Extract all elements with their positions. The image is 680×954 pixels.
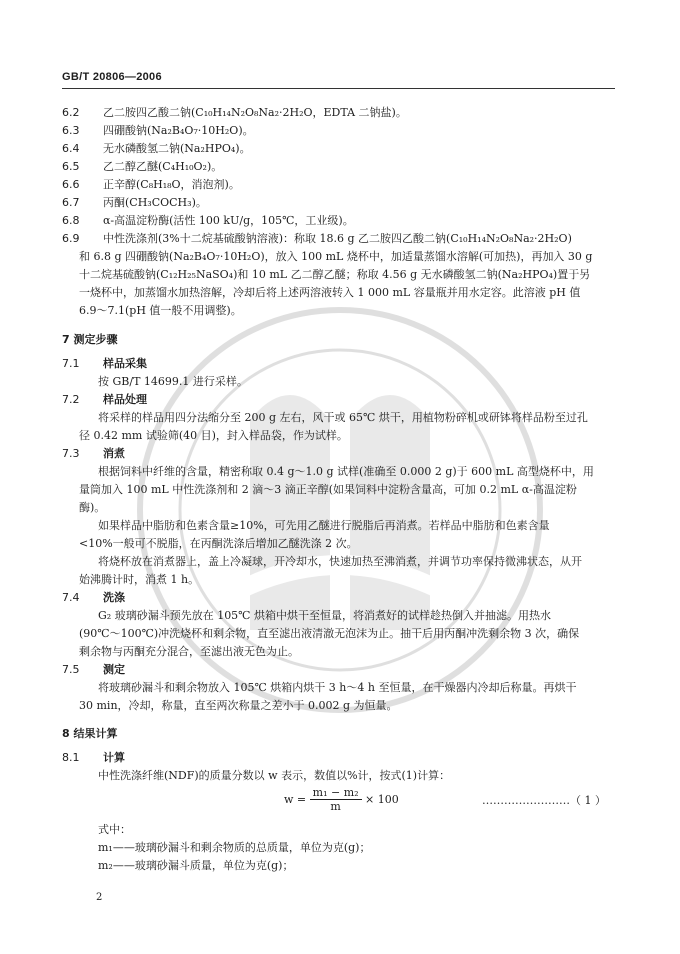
- paragraph-line: 将采样的样品用四分法缩分至 200 g 左右，风干或 65℃ 烘干，用植物粉碎机或研钵将样品粉至过孔: [98, 411, 588, 424]
- paragraph-line: 一烧杯中，加蒸馏水加热溶解，冷却后将上述两溶液转入 1 000 mL 容量瓶并用水定容。此溶液 pH 值: [79, 286, 581, 299]
- paragraph-line: 和 6.8 g 四硼酸钠(Na₂B₄O₇·10H₂O)，放入 100 mL 烧杯中，加适量蒸馏水溶解(可加热)，再加入 30 g: [79, 250, 593, 263]
- paragraph-line: 按 GB/T 14699.1 进行采样。: [98, 375, 248, 388]
- clause-number: 8.1: [62, 751, 80, 764]
- clause-number: 6.7: [62, 196, 80, 209]
- clause-number: 6.9: [62, 232, 80, 245]
- paragraph-line: (90℃～100℃)冲洗烧杯和剩余物，直至滤出液清澈无泡沫为止。抽干后用丙酮冲洗剩余物 3 次，确保: [79, 627, 580, 640]
- reagent-item: 乙二胺四乙酸二钠(C₁₀H₁₄N₂O₈Na₂·2H₂O，EDTA 二钠盐)。: [103, 106, 407, 119]
- clause-number: 6.3: [62, 124, 80, 137]
- formula-denominator: m: [330, 800, 341, 813]
- paragraph-line: 径 0.42 mm 试验筛(40 目)，封入样品袋，作为试样。: [79, 429, 348, 442]
- clause-number: 6.5: [62, 160, 80, 173]
- subsection-heading: 计算: [103, 751, 125, 764]
- clause-number: 7.5: [62, 663, 80, 676]
- section-heading: 7 测定步骤: [62, 333, 118, 346]
- reagent-item: 乙二醇乙醚(C₄H₁₀O₂)。: [103, 160, 223, 173]
- clause-number: 6.2: [62, 106, 80, 119]
- standard-code-header: GB/T 20806—2006: [62, 71, 162, 83]
- paragraph-line: 剩余物与丙酮充分混合，至滤出液无色为止。: [79, 645, 299, 658]
- paragraph-line: 如果样品中脂肪和色素含量≥10%，可先用乙醚进行脱脂后再消煮。若样品中脂肪和色素含量: [98, 519, 550, 532]
- formula-numerator: m₁ − m₂: [310, 786, 362, 800]
- subsection-heading: 洗涤: [103, 591, 125, 604]
- reagent-item: α-高温淀粉酶(活性 100 kU/g，105℃，工业级)。: [103, 214, 354, 227]
- where-label: 式中：: [98, 823, 131, 836]
- reagent-item: 四硼酸钠(Na₂B₄O₇·10H₂O)。: [103, 124, 254, 137]
- subsection-heading: 样品采集: [103, 357, 147, 370]
- paragraph-line: 将玻璃砂漏斗和剩余物放入 105℃ 烘箱内烘干 3 h～4 h 至恒量，在干燥器内冷却后称量。再烘干: [98, 681, 577, 694]
- formula: [284, 786, 399, 813]
- clause-number: 7.1: [62, 357, 80, 370]
- paragraph-line: 根据饲料中纤维的含量，精密称取 0.4 g～1.0 g 试样(准确至 0.000 2 g)于 600 mL 高型烧杯中，用: [98, 465, 594, 478]
- paragraph-line: <10%一般可不脱脂，在丙酮洗涤后增加乙醚洗涤 2 次。: [79, 537, 358, 550]
- section-heading: 8 结果计算: [62, 727, 118, 740]
- paragraph-line: 始沸腾计时，消煮 1 h。: [79, 573, 200, 586]
- paragraph-line: 6.9～7.1(pH 值一般不用调整)。: [79, 304, 242, 317]
- clause-number: 6.8: [62, 214, 80, 227]
- header-rule: [62, 88, 615, 89]
- subsection-heading: 测定: [103, 663, 125, 676]
- paragraph-line: 中性洗涤剂(3%十二烷基硫酸钠溶液)：称取 18.6 g 乙二胺四乙酸二钠(C₁₀H₁₄N₂O₈Na₂·2H₂O): [103, 232, 572, 245]
- reagent-item: 丙酮(CH₃COCH₃)。: [103, 196, 207, 209]
- paragraph-line: 十二烷基硫酸钠(C₁₂H₂₅NaSO₄)和 10 mL 乙二醇乙醚；称取 4.56 g 无水磷酸氢二钠(Na₂HPO₄)置于另: [79, 268, 591, 281]
- formula-number: ……………………（ 1 ）: [482, 794, 606, 807]
- clause-number: 7.3: [62, 447, 80, 460]
- subsection-heading: 消煮: [103, 447, 125, 460]
- formula-fraction: [310, 786, 362, 813]
- clause-number: 6.6: [62, 178, 80, 191]
- clause-number: 7.4: [62, 591, 80, 604]
- paragraph-line: 中性洗涤纤维(NDF)的质量分数以 w 表示，数值以%计，按式(1)计算：: [98, 769, 451, 782]
- variable-definition: m₁——玻璃砂漏斗和剩余物质的总质量，单位为克(g)；: [98, 841, 371, 854]
- paragraph-line: 酶)。: [79, 501, 106, 514]
- clause-number: 7.2: [62, 393, 80, 406]
- paragraph-line: 量筒加入 100 mL 中性洗涤剂和 2 滴～3 滴正辛醇(如果饲料中淀粉含量高，可加 0.2 mL α-高温淀粉: [79, 483, 577, 496]
- variable-definition: m₂——玻璃砂漏斗质量，单位为克(g)；: [98, 859, 294, 872]
- subsection-heading: 样品处理: [103, 393, 147, 406]
- reagent-item: 无水磷酸氢二钠(Na₂HPO₄)。: [103, 142, 251, 155]
- page-number: 2: [96, 892, 103, 903]
- formula-rhs: × 100: [365, 793, 399, 806]
- formula-lhs: w =: [284, 793, 307, 806]
- clause-number: 6.4: [62, 142, 80, 155]
- paragraph-line: G₂ 玻璃砂漏斗预先放在 105℃ 烘箱中烘干至恒量，将消煮好的试样趁热倒入并抽滤。用热水: [98, 609, 551, 622]
- paragraph-line: 30 min，冷却，称量，直至两次称量之差小于 0.002 g 为恒量。: [79, 699, 398, 712]
- reagent-item: 正辛醇(C₈H₁₈O，消泡剂)。: [103, 178, 240, 191]
- paragraph-line: 将烧杯放在消煮器上，盖上冷凝球，开冷却水，快速加热至沸消煮，并调节功率保持微沸状态，从开: [98, 555, 582, 568]
